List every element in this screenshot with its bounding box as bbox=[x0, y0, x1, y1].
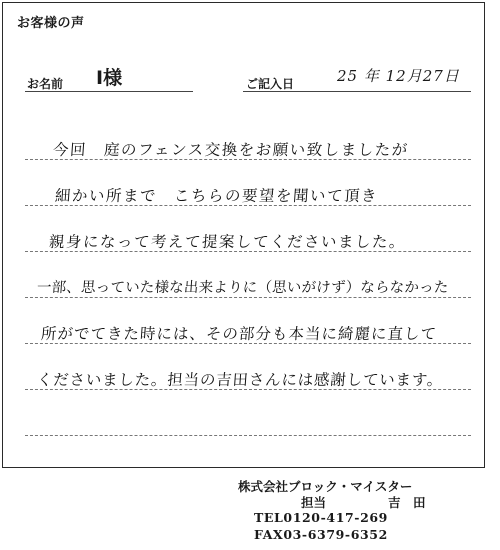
comment-line: 細かい所まで こちらの要望を聞いて頂き bbox=[54, 187, 379, 205]
tel-number: TEL0120-417-269 bbox=[254, 510, 388, 525]
staff-name: 吉 田 bbox=[388, 495, 426, 510]
customer-name: I様 bbox=[96, 67, 123, 89]
ruled-line bbox=[25, 297, 471, 298]
name-underline bbox=[25, 91, 193, 92]
ruled-line bbox=[25, 435, 471, 436]
comment-line: 一部、思っていた様な出来よりに（思いがけず）ならなかった bbox=[36, 280, 450, 296]
comment-line: 所がでてきた時には、その部分も本当に綺麗に直して bbox=[40, 325, 438, 343]
date-label: ご記入日 bbox=[246, 77, 295, 91]
feedback-form bbox=[2, 2, 485, 468]
form-title: お客様の声 bbox=[17, 16, 85, 31]
comment-line: くださいました。担当の吉田さんには感謝しています。 bbox=[36, 371, 444, 389]
comment-line: 今回 庭のフェンス交換をお願い致しましたが bbox=[52, 141, 410, 159]
company-name: 株式会社ブロック・マイスター bbox=[238, 479, 413, 494]
fax-number: FAX03-6379-6352 bbox=[254, 527, 388, 542]
entry-date: 25 年 12月27日 bbox=[337, 67, 460, 85]
name-label: お名前 bbox=[27, 77, 64, 91]
staff-label: 担当 bbox=[301, 495, 327, 510]
date-underline bbox=[243, 91, 471, 92]
comment-line: 親身になって考えて提案してくださいました。 bbox=[48, 233, 407, 251]
